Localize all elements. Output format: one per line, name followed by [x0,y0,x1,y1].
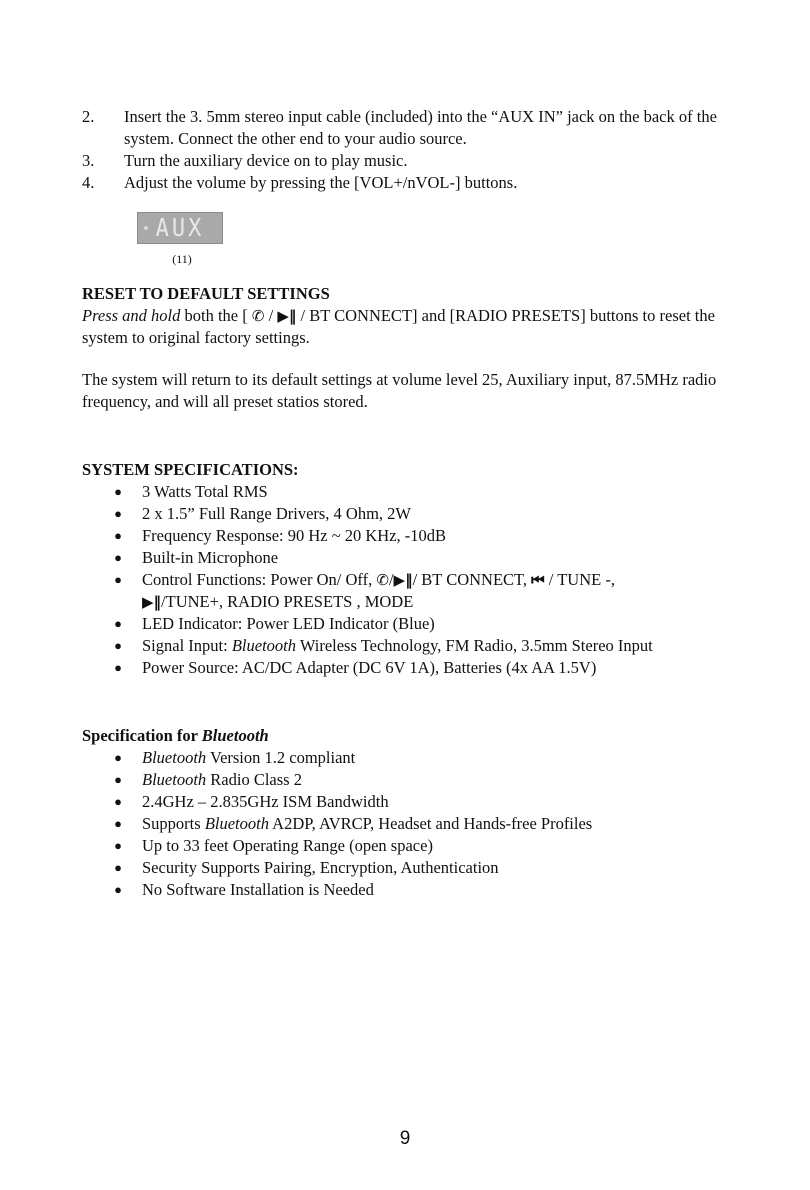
phone-icon: ✆ [376,571,389,589]
system-specs-list [82,481,732,679]
press-hold-text: Press and hold [82,306,181,325]
spec-text-b: Radio Class 2 [206,770,302,789]
system-specs-section [82,459,732,679]
figure-caption: (11) [172,252,192,266]
step-number: 4. [82,173,95,192]
list-item [82,657,732,679]
step-number: 2. [82,107,95,126]
list-item [82,106,732,150]
bluetooth-italic: Bluetooth [142,748,207,767]
control-text-b: / BT CONNECT, [412,570,532,589]
list-item [82,525,732,547]
spec-text: 2.4GHz – 2.835GHz ISM Bandwidth [142,792,389,811]
play-pause-icon: ▶‖ [142,593,162,611]
spec-text-c: A2DP, AVRCP, Headset and Hands-free Profiles [268,814,593,833]
reset-instructions: Press and hold both the [ ✆ / ▶‖ / BT CONNECT] and [RADIO PRESETS] buttons to reset the system to original factory settings. [82,306,715,347]
bluetooth-specs-section [82,725,732,901]
list-item [82,747,732,769]
bullet-icon: ● [114,882,122,897]
spec-text [142,769,732,791]
step-number: 3. [82,151,95,170]
signal-text-c: Wireless Technology, FM Radio, 3.5mm Stereo Input [296,636,653,655]
reset-text-a: both the [ [180,306,252,325]
bullet-icon: ● [114,794,122,809]
list-item [82,857,732,879]
list-item [82,569,732,613]
spec-text: No Software Installation is Needed [142,880,374,899]
list-item [82,879,732,901]
spec-text: Frequency Response: 90 Hz ~ 20 KHz, -10dB [142,526,447,545]
list-item [82,481,732,503]
reset-text-b: / BT CONNECT] and [RADIO PRESETS] buttons to reset the system to original factory settings. [82,306,715,347]
lcd-display [137,212,223,244]
list-item [82,791,732,813]
list-item [82,813,732,835]
list-item [82,172,732,194]
bluetooth-italic: Bluetooth [204,814,269,833]
list-item [82,635,732,657]
lcd-display-text: AUX [155,213,205,243]
bluetooth-italic: Bluetooth [231,636,296,655]
reset-section [82,283,732,413]
spec-text: 2 x 1.5” Full Range Drivers, 4 Ohm, 2W [142,504,412,523]
bullet-icon: ● [114,528,122,543]
bullet-icon: ● [114,816,122,831]
bullet-icon: ● [114,838,122,853]
play-pause-icon: ▶‖ [393,571,413,589]
bluetooth-specs-list [82,747,732,901]
page-number: 9 [399,1128,411,1149]
control-text-c: / TUNE -, [544,570,615,589]
aux-display-figure [137,212,227,267]
system-specs-heading: SYSTEM SPECIFICATIONS: [82,460,299,479]
aux-steps-list [82,106,732,194]
bluetooth-italic: Bluetooth [142,770,207,789]
bullet-icon: ● [114,484,122,499]
bullet-icon: ● [114,638,122,653]
spec-text: Up to 33 feet Operating Range (open space) [142,836,433,855]
manual-page [82,106,732,901]
spec-text: LED Indicator: Power LED Indicator (Blue) [142,614,435,633]
spec-text [142,747,732,769]
list-item [82,613,732,635]
bullet-icon: ● [114,772,122,787]
spec-text: Built-in Microphone [142,548,279,567]
control-text-a: Control Functions: Power On/ Off, [142,570,377,589]
heading-text: Specification for [82,726,202,745]
skip-back-icon: ⏮ [531,571,545,589]
bullet-icon: ● [114,550,122,565]
indicator-dot [144,226,148,230]
step-text: Turn the auxiliary device on to play music. [124,151,408,170]
spec-text-a: Supports [142,814,205,833]
list-item [82,503,732,525]
spec-text [142,635,732,657]
bluetooth-specs-heading [82,725,732,747]
list-item [82,150,732,172]
play-pause-icon: ▶‖ [277,307,297,325]
list-item [82,835,732,857]
step-text: Insert the 3. 5mm stereo input cable (included) into the “AUX IN” jack on the back of the system. Connect the other end to your audio source. [124,107,717,148]
spec-text: Power Source: AC/DC Adapter (DC 6V 1A), Batteries (4x AA 1.5V) [142,658,597,677]
bullet-icon: ● [114,572,122,587]
phone-icon: ✆ [251,307,265,325]
spec-text: 3 Watts Total RMS [142,482,268,501]
list-item [82,769,732,791]
bullet-icon: ● [114,750,122,765]
spec-text-b: Version 1.2 compliant [206,748,356,767]
spec-text: Security Supports Pairing, Encryption, Authentication [142,858,499,877]
bullet-icon: ● [114,860,122,875]
reset-result-text: The system will return to its default settings at volume level 25, Auxiliary input, 87.5MHz radio frequency, and will all preset statios stored. [82,370,717,411]
list-item [82,547,732,569]
reset-heading: RESET TO DEFAULT SETTINGS [82,284,330,303]
step-text: Adjust the volume by pressing the [VOL+/nVOL-] buttons. [124,173,518,192]
bullet-icon: ● [114,616,122,631]
control-text-d: /TUNE+, RADIO PRESETS , MODE [161,592,414,611]
bullet-icon: ● [114,660,122,675]
spec-text [142,813,732,835]
bluetooth-italic: Bluetooth [201,726,269,745]
signal-text-a: Signal Input: [142,636,232,655]
bullet-icon: ● [114,506,122,521]
spec-text: Control Functions: Power On/ Off, ✆/▶‖/ BT CONNECT, ⏮ / TUNE -, ▶‖/TUNE+, RADIO PRESETS , MODE [142,570,615,611]
